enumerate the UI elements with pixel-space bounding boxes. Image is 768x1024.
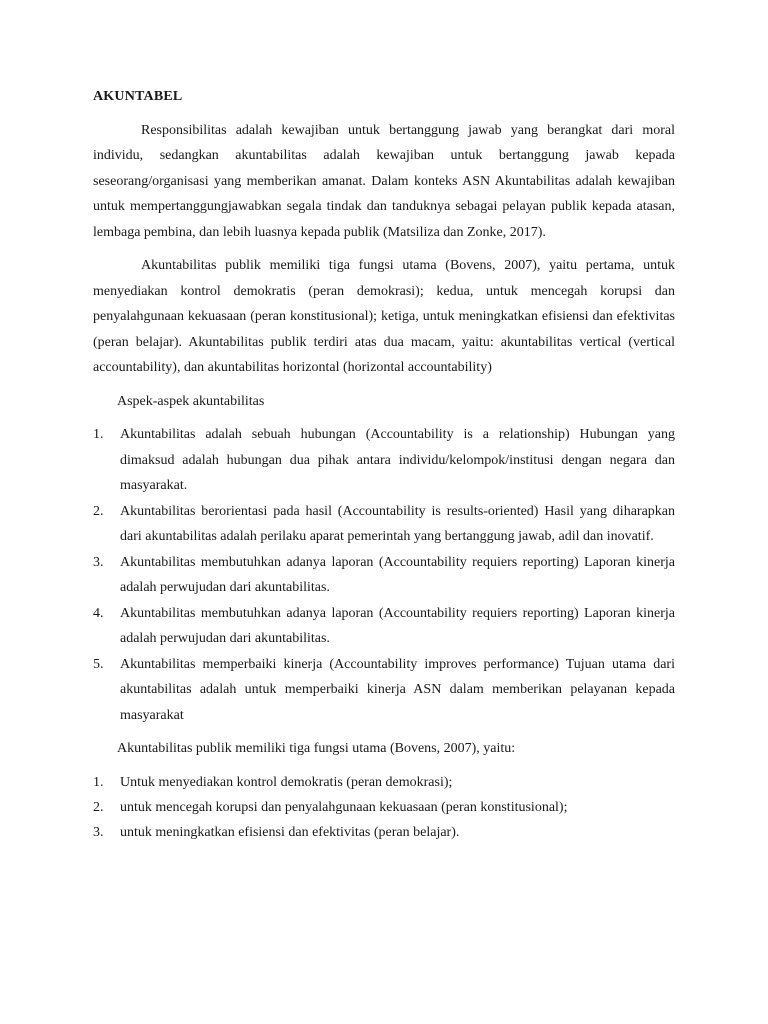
list-item bbox=[93, 652, 675, 729]
list-text: Akuntabilitas membutuhkan adanya laporan (Accountability requiers reporting) Laporan kinerja adalah perwujudan dari akuntabilitas. bbox=[120, 554, 675, 595]
list-text: untuk meningkatkan efisiensi dan efektivitas (peran belajar). bbox=[120, 824, 460, 840]
list-text: Akuntabilitas adalah sebuah hubungan (Accountability is a relationship) Hubungan yang dimaksud adalah hubungan dua pihak antara individu/kelompok/institusi dengan negara dan masyarakat. bbox=[120, 427, 675, 493]
list-text: Akuntabilitas berorientasi pada hasil (Accountability is results-oriented) Hasil yang diharapkan dari akuntabilitas adalah perilaku aparat pemerintah yang bertanggung jawab, adil dan inovatif. bbox=[120, 503, 675, 544]
aspects-heading: Aspek-aspek akuntabilitas bbox=[117, 393, 265, 409]
list-number: 1. bbox=[93, 774, 104, 790]
list-item bbox=[93, 601, 675, 652]
list-text: Untuk menyediakan kontrol demokratis (peran demokrasi); bbox=[120, 774, 453, 790]
document-page bbox=[93, 84, 675, 853]
list-number: 1. bbox=[93, 427, 104, 442]
document-title: AKUNTABEL bbox=[93, 89, 183, 104]
list-item bbox=[93, 422, 675, 499]
list-item bbox=[93, 820, 675, 845]
paragraph-fungsi-akuntabilitas: Akuntabilitas publik memiliki tiga fungsi utama (Bovens, 2007), yaitu pertama, untuk menyediakan kontrol demokratis (peran demokrasi); kedua, untuk mencegah korupsi dan penyalahgunaan kekuasaan (peran konstitusional); ketiga, untuk meningkatkan efisiensi dan efektivitas (peran belajar). Akuntabilitas publik terdiri atas dua macam, yaitu: akuntabilitas vertical (vertical accountability), dan akuntabilitas horizontal (horizontal accountability) bbox=[93, 258, 675, 375]
aspects-list bbox=[93, 422, 675, 728]
list-number: 3. bbox=[93, 824, 104, 840]
list-item bbox=[93, 795, 675, 820]
paragraph-responsibilitas: Responsibilitas adalah kewajiban untuk bertanggung jawab yang berangkat dari moral individu, sedangkan akuntabilitas adalah kewajiban untuk bertanggung jawab kepada seseorang/organisasi yang memberikan amanat. Dalam konteks ASN Akuntabilitas adalah kewajiban untuk mempertanggungjawabkan segala tindak dan tanduknya sebagai pelayan publik kepada atasan, lembaga pembina, dan lebih luasnya kepada publik (Matsiliza dan Zonke, 2017). bbox=[93, 122, 675, 240]
list-item bbox=[93, 550, 675, 601]
list-number: 5. bbox=[93, 656, 104, 672]
functions-heading: Akuntabilitas publik memiliki tiga fungsi utama (Bovens, 2007), yaitu: bbox=[117, 741, 516, 756]
list-item bbox=[93, 499, 675, 550]
list-text: untuk mencegah korupsi dan penyalahgunaan kekuasaan (peran konstitusional); bbox=[120, 799, 568, 815]
functions-list bbox=[93, 770, 675, 845]
list-number: 2. bbox=[93, 799, 104, 815]
list-number: 2. bbox=[93, 503, 104, 519]
list-text: Akuntabilitas membutuhkan adanya laporan (Accountability requiers reporting) Laporan kinerja adalah perwujudan dari akuntabilitas. bbox=[120, 605, 675, 646]
list-number: 4. bbox=[93, 605, 104, 621]
list-item bbox=[93, 770, 675, 795]
list-number: 3. bbox=[93, 554, 104, 570]
list-text: Akuntabilitas memperbaiki kinerja (Accountability improves performance) Tujuan utama dari akuntabilitas adalah untuk memperbaiki kinerja ASN dalam memberikan pelayanan kepada masyarakat bbox=[120, 656, 675, 723]
